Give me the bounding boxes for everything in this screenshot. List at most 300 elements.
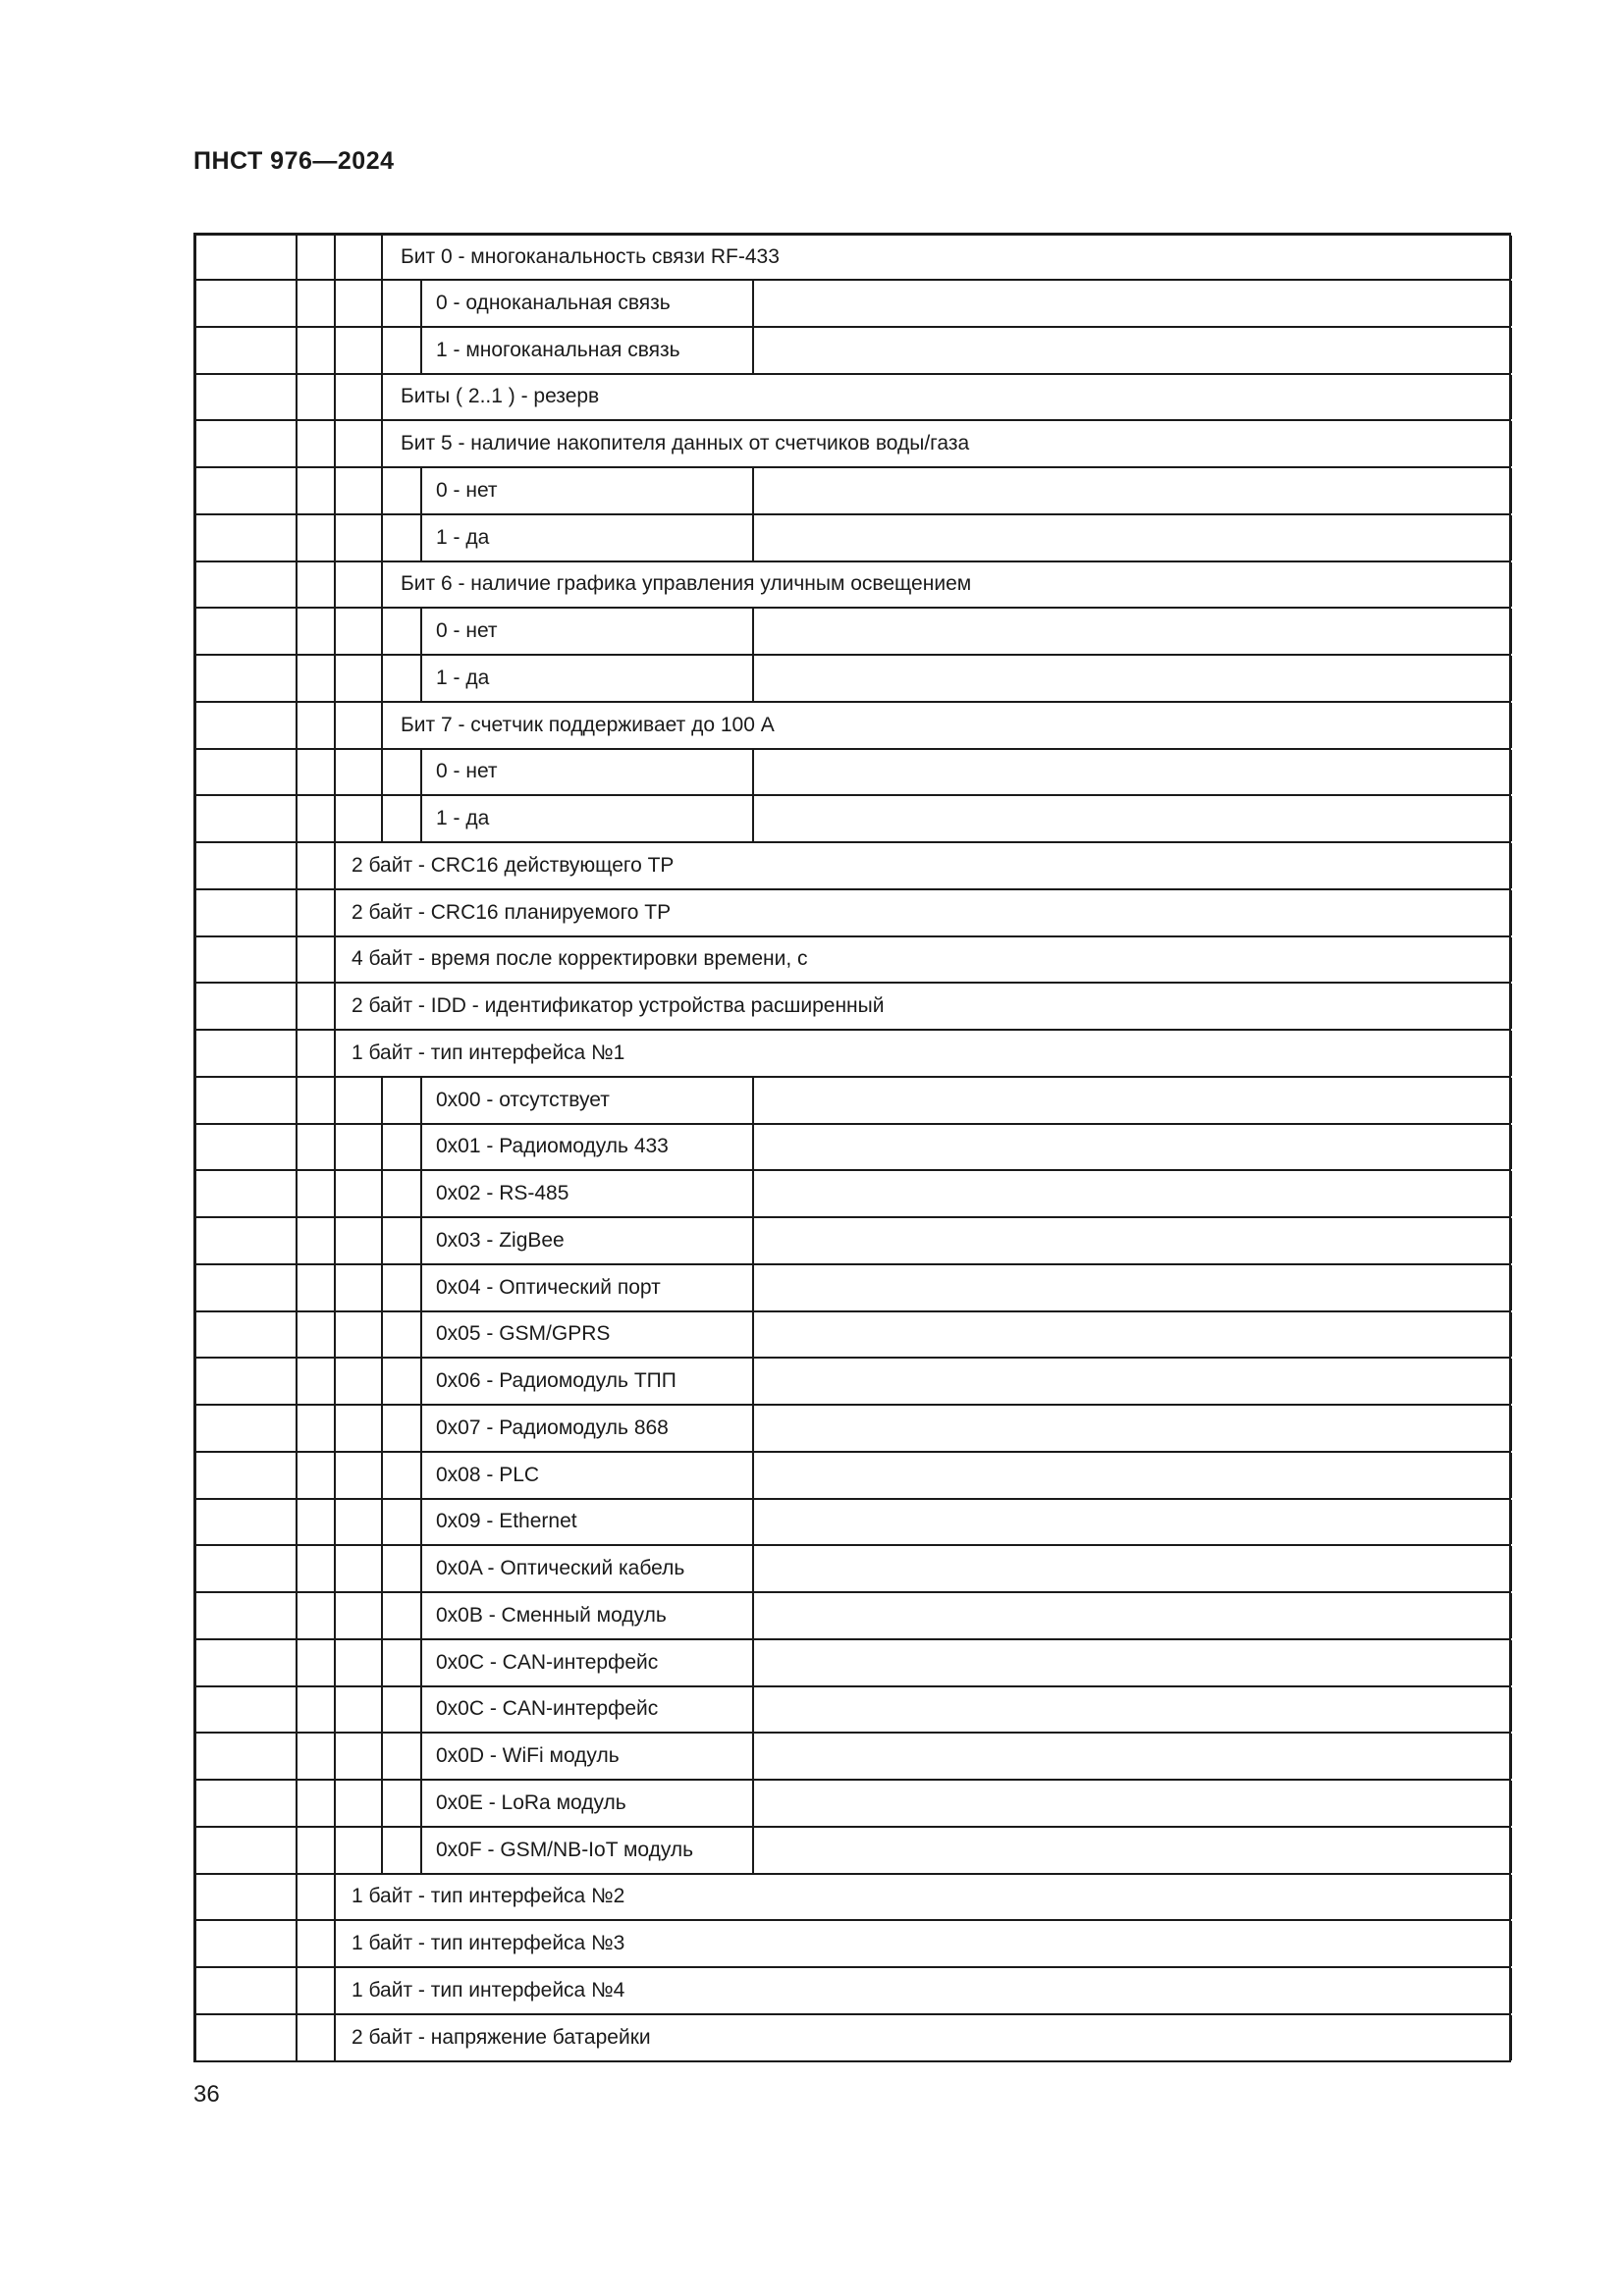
cell-border <box>1509 1593 1512 1638</box>
cell-border <box>420 1406 422 1451</box>
cell-border <box>1509 2015 1512 2060</box>
cell-border <box>334 1968 336 2013</box>
cell-border <box>1509 1312 1512 1358</box>
table-row <box>193 328 1511 375</box>
table-row <box>193 796 1511 843</box>
cell-border <box>334 1359 336 1404</box>
cell-border <box>334 2015 336 2060</box>
cell-text: 0x02 - RS-485 <box>436 1182 569 1205</box>
cell-border <box>752 1125 754 1170</box>
cell-text: 0x0B - Сменный модуль <box>436 1603 667 1627</box>
cell-border <box>193 843 196 888</box>
cell-border <box>334 890 336 935</box>
cell-border <box>1509 703 1512 748</box>
cell-border <box>1509 1968 1512 2013</box>
cell-border <box>193 375 196 420</box>
cell-border <box>1509 1218 1512 1263</box>
table-row <box>193 1078 1511 1125</box>
cell-border <box>296 1968 298 2013</box>
cell-border <box>1509 609 1512 654</box>
cell-border <box>296 375 298 420</box>
cell-border <box>193 1640 196 1685</box>
cell-border <box>420 1078 422 1123</box>
cell-text: 0x06 - Радиомодуль ТПП <box>436 1369 677 1393</box>
cell-border <box>420 1359 422 1404</box>
table-row <box>193 468 1511 515</box>
cell-border <box>193 1031 196 1076</box>
cell-border <box>420 1218 422 1263</box>
cell-border <box>296 1875 298 1920</box>
cell-border <box>381 562 383 608</box>
cell-border <box>381 1781 383 1826</box>
cell-border <box>420 1734 422 1779</box>
cell-border <box>420 796 422 841</box>
cell-border <box>1509 1453 1512 1498</box>
cell-text: Бит 0 - многоканальность связи RF-433 <box>401 245 780 268</box>
cell-border <box>381 1359 383 1404</box>
cell-border <box>1509 1640 1512 1685</box>
cell-border <box>752 1734 754 1779</box>
cell-border <box>193 1171 196 1216</box>
table-row <box>193 1171 1511 1218</box>
cell-border <box>296 1500 298 1545</box>
cell-text: 0x0E - LoRa модуль <box>436 1790 626 1814</box>
table-row <box>193 1265 1511 1312</box>
cell-border <box>752 609 754 654</box>
cell-border <box>1509 1687 1512 1733</box>
cell-border <box>381 1828 383 1873</box>
table-row <box>193 1500 1511 1547</box>
cell-border <box>296 328 298 373</box>
cell-border <box>1509 796 1512 841</box>
cell-border <box>334 468 336 513</box>
table-row <box>193 703 1511 750</box>
cell-border <box>193 1593 196 1638</box>
document-header: ПНСТ 976—2024 <box>193 147 395 175</box>
cell-border <box>193 1406 196 1451</box>
table-row <box>193 656 1511 703</box>
cell-border <box>752 1781 754 1826</box>
cell-border <box>381 1078 383 1123</box>
cell-border <box>381 281 383 326</box>
cell-border <box>296 984 298 1029</box>
cell-border <box>420 328 422 373</box>
cell-border <box>1509 843 1512 888</box>
cell-border <box>334 609 336 654</box>
cell-text: Бит 7 - счетчик поддерживает до 100 А <box>401 713 775 736</box>
cell-border <box>193 1453 196 1498</box>
cell-border <box>193 1125 196 1170</box>
cell-border <box>193 1265 196 1310</box>
cell-text: 1 байт - тип интерфейса №1 <box>352 1041 625 1064</box>
cell-border <box>334 1265 336 1310</box>
cell-border <box>752 1312 754 1358</box>
cell-border <box>381 1687 383 1733</box>
cell-border <box>296 1171 298 1216</box>
cell-border <box>752 1218 754 1263</box>
table-row <box>193 562 1511 610</box>
cell-text: 0 - нет <box>436 760 498 783</box>
cell-border <box>296 1734 298 1779</box>
cell-border <box>296 1031 298 1076</box>
cell-border <box>1509 281 1512 326</box>
cell-border <box>193 2015 196 2060</box>
cell-border <box>334 281 336 326</box>
table-row <box>193 1031 1511 1078</box>
cell-border <box>1509 1078 1512 1123</box>
cell-border <box>334 750 336 795</box>
cell-border <box>296 1406 298 1451</box>
cell-border <box>752 750 754 795</box>
cell-border <box>193 281 196 326</box>
table-row <box>193 937 1511 985</box>
table-row <box>193 1125 1511 1172</box>
cell-border <box>193 236 196 279</box>
cell-text: 0x05 - GSM/GPRS <box>436 1322 611 1346</box>
cell-border <box>193 1828 196 1873</box>
cell-border <box>334 1640 336 1685</box>
cell-border <box>334 562 336 608</box>
cell-border <box>193 703 196 748</box>
cell-text: 1 - многоканальная связь <box>436 338 680 361</box>
cell-border <box>334 843 336 888</box>
cell-text: 0x0C - CAN-интерфейс <box>436 1697 659 1721</box>
table-row <box>193 1828 1511 1875</box>
cell-border <box>193 1875 196 1920</box>
cell-border <box>1509 1875 1512 1920</box>
table-row <box>193 1687 1511 1735</box>
table-row <box>193 1968 1511 2015</box>
cell-border <box>381 375 383 420</box>
cell-border <box>193 796 196 841</box>
cell-border <box>334 421 336 466</box>
cell-border <box>1509 1125 1512 1170</box>
cell-border <box>193 515 196 561</box>
cell-text: 2 байт - IDD - идентификатор устройства расширенный <box>352 994 885 1018</box>
cell-border <box>334 984 336 1029</box>
cell-border <box>193 609 196 654</box>
specification-table <box>193 233 1511 2062</box>
cell-border <box>1509 1171 1512 1216</box>
cell-border <box>1509 1500 1512 1545</box>
cell-border <box>334 1406 336 1451</box>
cell-border <box>334 328 336 373</box>
table-row <box>193 1921 1511 1968</box>
table-row <box>193 233 1511 281</box>
cell-text: 0x04 - Оптический порт <box>436 1275 661 1299</box>
table-row <box>193 609 1511 656</box>
table-row <box>193 1359 1511 1406</box>
cell-border <box>420 468 422 513</box>
cell-border <box>334 1734 336 1779</box>
cell-border <box>381 328 383 373</box>
cell-border <box>334 796 336 841</box>
cell-border <box>381 468 383 513</box>
cell-border <box>334 515 336 561</box>
cell-border <box>193 984 196 1029</box>
cell-border <box>334 1453 336 1498</box>
cell-text: 0 - нет <box>436 478 498 502</box>
cell-border <box>296 2015 298 2060</box>
cell-border <box>193 1734 196 1779</box>
cell-border <box>334 703 336 748</box>
cell-border <box>1509 236 1512 279</box>
cell-border <box>296 1078 298 1123</box>
cell-border <box>296 1359 298 1404</box>
cell-text: 1 - да <box>436 525 490 549</box>
cell-border <box>296 750 298 795</box>
table-row <box>193 1593 1511 1640</box>
cell-border <box>752 1640 754 1685</box>
table-row <box>193 1312 1511 1360</box>
cell-border <box>334 1687 336 1733</box>
cell-text: 0x03 - ZigBee <box>436 1228 565 1252</box>
cell-border <box>334 1312 336 1358</box>
cell-border <box>1509 890 1512 935</box>
cell-border <box>334 1078 336 1123</box>
cell-border <box>420 515 422 561</box>
cell-border <box>193 468 196 513</box>
cell-text: 0x00 - отсутствует <box>436 1088 610 1111</box>
cell-border <box>420 1171 422 1216</box>
cell-border <box>381 1265 383 1310</box>
cell-border <box>1509 656 1512 701</box>
cell-border <box>296 515 298 561</box>
cell-border <box>193 1781 196 1826</box>
cell-border <box>296 656 298 701</box>
cell-border <box>420 609 422 654</box>
cell-border <box>420 1593 422 1638</box>
cell-border <box>334 1125 336 1170</box>
cell-border <box>193 750 196 795</box>
cell-border <box>1509 1265 1512 1310</box>
cell-border <box>1509 1781 1512 1826</box>
cell-text: 0x0D - WiFi модуль <box>436 1744 620 1768</box>
cell-border <box>334 236 336 279</box>
cell-border <box>381 1640 383 1685</box>
cell-border <box>334 1171 336 1216</box>
cell-border <box>193 1921 196 1966</box>
cell-border <box>752 281 754 326</box>
cell-border <box>334 1781 336 1826</box>
cell-border <box>296 1125 298 1170</box>
cell-border <box>381 703 383 748</box>
cell-border <box>1509 515 1512 561</box>
table-row <box>193 2015 1511 2062</box>
cell-border <box>381 1453 383 1498</box>
cell-border <box>193 328 196 373</box>
cell-border <box>296 1265 298 1310</box>
cell-border <box>381 609 383 654</box>
cell-border <box>296 890 298 935</box>
cell-border <box>752 1500 754 1545</box>
cell-border <box>752 1828 754 1873</box>
cell-border <box>381 1406 383 1451</box>
cell-border <box>296 1312 298 1358</box>
cell-border <box>334 1828 336 1873</box>
cell-border <box>193 1500 196 1545</box>
cell-border <box>193 937 196 983</box>
cell-border <box>296 1828 298 1873</box>
cell-border <box>334 1031 336 1076</box>
cell-border <box>296 1781 298 1826</box>
table-row <box>193 1640 1511 1687</box>
cell-border <box>420 656 422 701</box>
cell-border <box>296 1546 298 1591</box>
cell-text: 0x0A - Оптический кабель <box>436 1557 685 1580</box>
cell-text: 1 байт - тип интерфейса №3 <box>352 1932 625 1955</box>
cell-border <box>420 1453 422 1498</box>
cell-border <box>1509 562 1512 608</box>
cell-border <box>381 236 383 279</box>
cell-border <box>1509 328 1512 373</box>
cell-border <box>296 1687 298 1733</box>
cell-border <box>420 750 422 795</box>
cell-border <box>296 1593 298 1638</box>
cell-text: Биты ( 2..1 ) - резерв <box>401 385 600 408</box>
cell-text: 0x01 - Радиомодуль 433 <box>436 1135 669 1158</box>
cell-text: 2 байт - CRC16 действующего ТР <box>352 853 675 877</box>
cell-border <box>752 1593 754 1638</box>
cell-border <box>420 1828 422 1873</box>
cell-border <box>381 515 383 561</box>
cell-border <box>334 1875 336 1920</box>
cell-border <box>752 796 754 841</box>
cell-border <box>420 1125 422 1170</box>
cell-border <box>381 1546 383 1591</box>
cell-border <box>334 656 336 701</box>
table-row <box>193 1781 1511 1828</box>
cell-border <box>193 421 196 466</box>
cell-border <box>193 656 196 701</box>
cell-text: 0x08 - PLC <box>436 1463 540 1486</box>
cell-border <box>334 1921 336 1966</box>
cell-border <box>381 1734 383 1779</box>
cell-border <box>193 1359 196 1404</box>
cell-border <box>752 1078 754 1123</box>
cell-border <box>752 515 754 561</box>
cell-border <box>193 1312 196 1358</box>
cell-text: 1 - да <box>436 807 490 830</box>
cell-border <box>752 1406 754 1451</box>
cell-border <box>1509 468 1512 513</box>
cell-border <box>420 1312 422 1358</box>
cell-border <box>1509 1921 1512 1966</box>
cell-text: 2 байт - CRC16 планируемого ТР <box>352 900 672 924</box>
table-row <box>193 984 1511 1031</box>
cell-border <box>1509 1828 1512 1873</box>
cell-border <box>420 281 422 326</box>
cell-border <box>752 1171 754 1216</box>
cell-border <box>420 1546 422 1591</box>
cell-border <box>752 1359 754 1404</box>
table-row <box>193 1218 1511 1265</box>
cell-border <box>1509 375 1512 420</box>
cell-border <box>1509 1734 1512 1779</box>
cell-border <box>193 1218 196 1263</box>
cell-border <box>296 796 298 841</box>
cell-text: 0x09 - Ethernet <box>436 1510 577 1533</box>
cell-border <box>381 656 383 701</box>
cell-border <box>381 796 383 841</box>
table-row <box>193 375 1511 422</box>
cell-border <box>1509 750 1512 795</box>
cell-border <box>193 1968 196 2013</box>
cell-border <box>752 1265 754 1310</box>
cell-border <box>296 703 298 748</box>
cell-border <box>334 375 336 420</box>
cell-text: 0x0C - CAN-интерфейс <box>436 1650 659 1674</box>
cell-border <box>381 1218 383 1263</box>
cell-text: 1 - да <box>436 666 490 689</box>
cell-border <box>296 1921 298 1966</box>
cell-border <box>1509 984 1512 1029</box>
cell-text: 1 байт - тип интерфейса №2 <box>352 1885 625 1908</box>
cell-border <box>381 1312 383 1358</box>
table-row <box>193 750 1511 797</box>
cell-border <box>752 1453 754 1498</box>
cell-border <box>296 421 298 466</box>
cell-border <box>334 937 336 983</box>
cell-border <box>334 1546 336 1591</box>
cell-border <box>752 1546 754 1591</box>
cell-border <box>296 843 298 888</box>
table-row <box>193 1546 1511 1593</box>
cell-border <box>296 1453 298 1498</box>
cell-border <box>752 656 754 701</box>
cell-border <box>193 890 196 935</box>
cell-text: 0x0F - GSM/NB-IoT модуль <box>436 1838 694 1861</box>
cell-border <box>420 1265 422 1310</box>
cell-text: Бит 6 - наличие графика управления уличным освещением <box>401 572 972 596</box>
cell-border <box>334 1593 336 1638</box>
cell-border <box>296 937 298 983</box>
cell-border <box>752 328 754 373</box>
cell-border <box>420 1687 422 1733</box>
table-row <box>193 1734 1511 1781</box>
cell-border <box>296 468 298 513</box>
cell-border <box>296 609 298 654</box>
table-row <box>193 890 1511 937</box>
table-row <box>193 421 1511 468</box>
table-row <box>193 515 1511 562</box>
cell-border <box>193 562 196 608</box>
cell-border <box>381 1171 383 1216</box>
cell-border <box>1509 1546 1512 1591</box>
cell-border <box>381 1500 383 1545</box>
cell-text: 2 байт - напряжение батарейки <box>352 2025 651 2049</box>
cell-border <box>334 1500 336 1545</box>
cell-border <box>193 1687 196 1733</box>
cell-border <box>1509 1031 1512 1076</box>
table-row <box>193 281 1511 328</box>
cell-border <box>420 1640 422 1685</box>
cell-border <box>1509 937 1512 983</box>
cell-border <box>752 1687 754 1733</box>
cell-border <box>1509 421 1512 466</box>
cell-border <box>296 1640 298 1685</box>
cell-text: 0x07 - Радиомодуль 868 <box>436 1415 669 1439</box>
cell-border <box>296 236 298 279</box>
cell-border <box>296 1218 298 1263</box>
cell-border <box>381 421 383 466</box>
cell-border <box>193 1078 196 1123</box>
cell-border <box>1509 1359 1512 1404</box>
cell-text: 0 - нет <box>436 619 498 643</box>
table-row <box>193 843 1511 890</box>
table-row <box>193 1875 1511 1922</box>
cell-border <box>334 1218 336 1263</box>
